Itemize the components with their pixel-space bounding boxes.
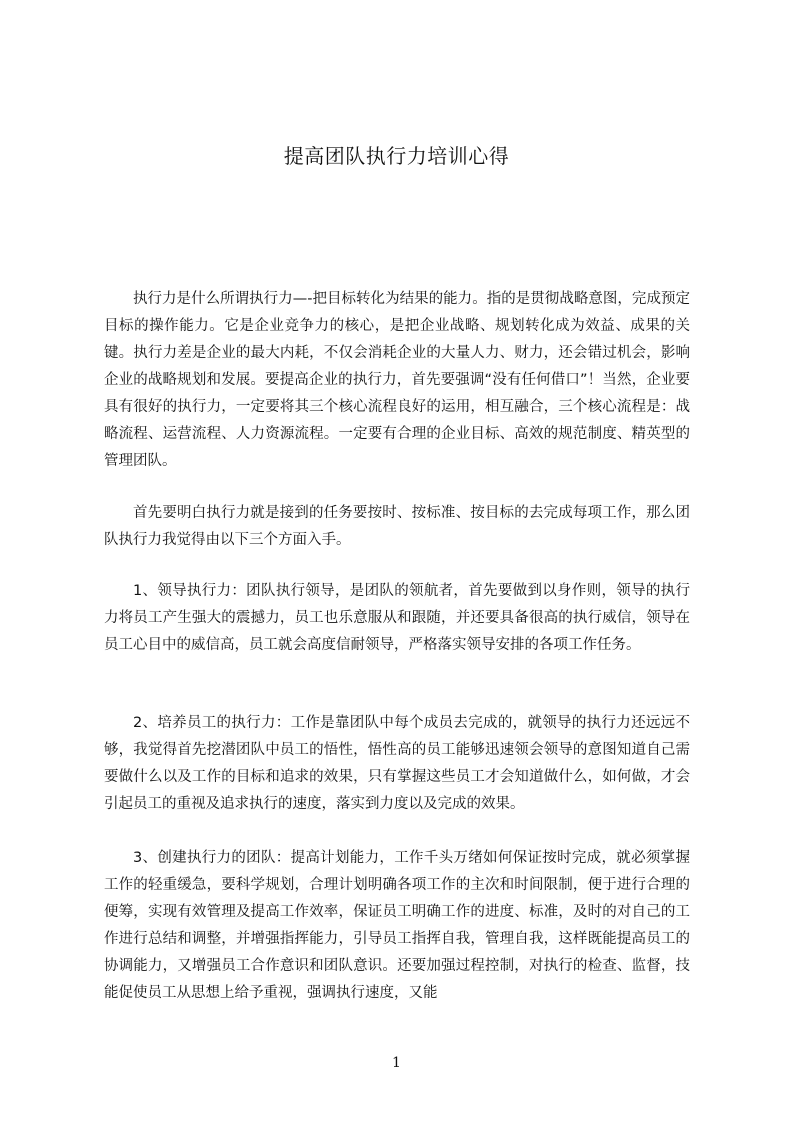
page-number: 1 — [392, 1055, 401, 1071]
paragraph-team-execution-intro: 首先要明白执行力就是接到的任务要按时、按标准、按目标的去完成每项工作，那么团队执行力我觉得由以下三个方面入手。 — [104, 505, 690, 548]
document-title: 提高团队执行力培训心得 — [283, 144, 510, 168]
paragraph-team-building: 3、创建执行力的团队：提高计划能力，工作千头万绪如何保证按时完成，就必须掌握工作的轻重缓急，要科学规划，合理计划明确各项工作的主次和时间限制，便于进行合理的便筹，实现有效管理及提高工作效率，保证员工明确工作的进度、标准，及时的对自己的工作进行总结和调整，并增强指挥能力，引导员工指挥自我，管理自我，这样既能提高员工的协调能力，又增强员工合作意识和团队意识。还要加强过程控制，对执行的检查、监督，技能促使员工从思想上给予重视，强调执行速度，又能 — [104, 850, 690, 1001]
paragraph-employee-execution: 2、培养员工的执行力：工作是靠团队中每个成员去完成的，就领导的执行力还远远不够，我觉得首先挖潜团队中员工的悟性，悟性高的员工能够迅速领会领导的意图知道自己需要做什么以及工作的目标和追求的效果，只有掌握这些员工才会知道做什么，如何做，才会引起员工的重视及追求执行的速度，落实到力度以及完成的效果。 — [104, 715, 690, 812]
paragraph-leadership-execution: 1、领导执行力：团队执行领导，是团队的领航者，首先要做到以身作则，领导的执行力将员工产生强大的震撼力，员工也乐意服从和跟随，并还要具备很高的执行威信，领导在员工心目中的威信高，员工就会高度信耐领导，严格落实领导安排的各项工作任务。 — [104, 583, 690, 653]
paragraph-execution-definition: 执行力是什么所谓执行力—-把目标转化为结果的能力。指的是贯彻战略意图，完成预定目标的操作能力。它是企业竞争力的核心，是把企业战略、规划转化成为效益、成果的关键。执行力差是企业的最大内耗，不仅会消耗企业的大量人力、财力，还会错过机会，影响企业的战略规划和发展。要提高企业的执行力，首先要强调“没有任何借口”！当然，企业要具有很好的执行力，一定要将其三个核心流程良好的运用，相互融合，三个核心流程是：战略流程、运营流程、人力资源流程。一定要有合理的企业目标、高效的规范制度、精英型的管理团队。 — [104, 291, 690, 469]
